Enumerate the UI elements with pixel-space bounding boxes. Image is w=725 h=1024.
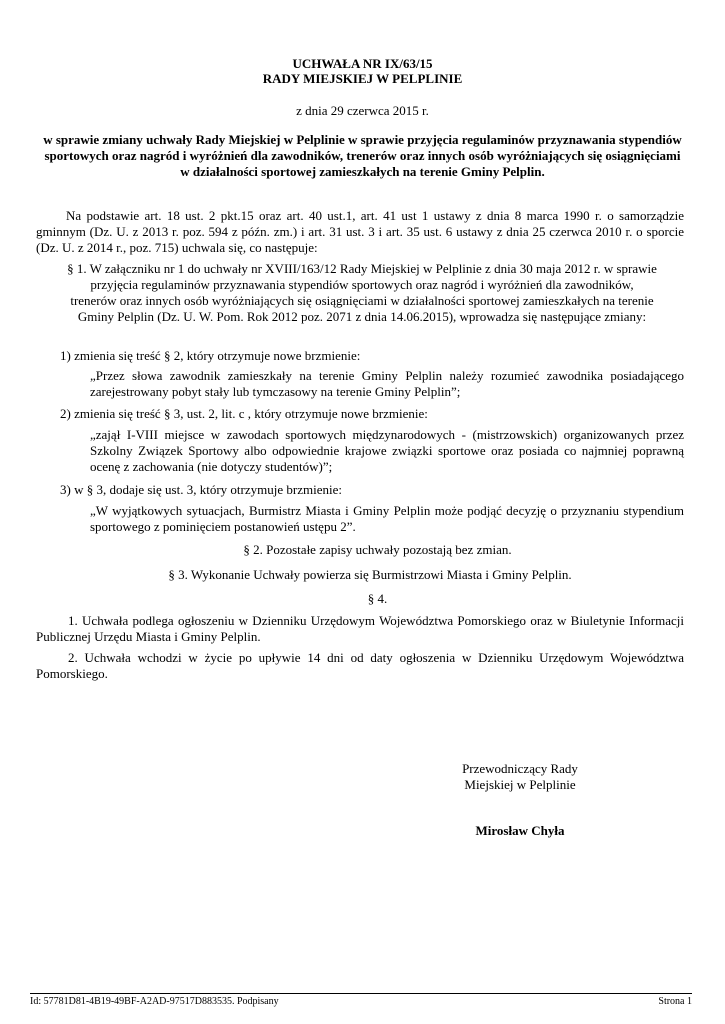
legal-basis-paragraph: Na podstawie art. 18 ust. 2 pkt.15 oraz art. 40 ust.1, art. 41 ust 1 ustawy z dnia 8 marca 1990 r. o samorządzie gminnym (Dz. U. z 2013 r. poz. 594 z późn. zm.) i art. 31 ust. 3 i art. 35 ust. 6 ustawy z dnia 25 czerwca 2010 r. o sporcie (Dz. U. z 2014 r., poz. 715) uchwala się, co następuje: [36,208,684,255]
change-2-lead: 2) zmienia się treść § 3, ust. 2, lit. c , który otrzymuje nowe brzmienie: [60,406,428,421]
document-id: Id: 57781D81-4B19-49BF-A2AD-97517D883535. Podpisany [30,996,279,1007]
change-2-quote: „zajął I-VIII miejsce w zawodach sportowych międzynarodowych - (mistrzowskich) organizowanych przez Szkolny Związek Sportowy albo odpowiednie krajowe związki sportowe oraz posiada co najmniej poprawną ocenę z zachowania (nie dotyczy studentów)”; [90,427,684,474]
paragraph-3: § 3. Wykonanie Uchwały powierza się Burmistrzowi Miasta i Gminy Pelplin. [168,567,572,582]
point-1: 1. Uchwała podlega ogłoszeniu w Dzienniku Urzędowym Województwa Pomorskiego oraz w Biuletynie Informacji Publicznej Urzędu Miasta i Gminy Pelplin. [36,613,684,644]
document-subject: w sprawie zmiany uchwały Rady Miejskiej w Pelplinie w sprawie przyjęcia regulaminów przyznawania stypendiów sportowych oraz nagród i wyróżnień dla zawodników, trenerów oraz innych osób wyróżniających się osiągnięciami w działalności sportowej zamieszkałych na terenie Gminy Pelplin. [43,132,682,179]
title-line-2: RADY MIEJSKIEJ W PELPLINIE [262,71,463,86]
document-title [0,56,725,86]
point-2: 2. Uchwała wchodzi w życie po upływie 14 dni od daty ogłoszenia w Dzienniku Urzędowym Województwa Pomorskiego. [36,650,684,681]
signature-name: Mirosław Chyła [475,823,565,838]
paragraph-1: § 1. W załączniku nr 1 do uchwały nr XVIII/163/12 Rady Miejskiej w Pelplinie z dnia 30 maja 2012 r. w sprawie przyjęcia regulaminów przyznawania stypendiów sportowych oraz nagród i wyróżnień dla zawodników, trenerów oraz innych osób wyróżniających się osiągnięciami w działalności sportowej zamieszkałych na terenie Gminy Pelplin (Dz. U. W. Pom. Rok 2012 poz. 2071 z dnia 14.06.2015), wprowadza się następujące zmiany: [67,261,657,324]
change-1-lead: 1) zmienia się treść § 2, który otrzymuje nowe brzmienie: [60,348,361,363]
page-number: Strona 1 [658,996,692,1007]
change-1-quote: „Przez słowa zawodnik zamieszkały na terenie Gminy Pelplin należy rozumieć zawodnika posiadającego zarejestrowany pobyt stały lub tymczasowy na terenie Gminy Pelplin”; [90,368,684,399]
title-line-1: UCHWAŁA NR IX/63/15 [292,56,433,71]
change-3-lead: 3) w § 3, dodaje się ust. 3, który otrzymuje brzmienie: [60,482,342,497]
paragraph-4: § 4. [367,591,388,606]
change-3-quote: „W wyjątkowych sytuacjach, Burmistrz Miasta i Gminy Pelplin może podjąć decyzję o przyznaniu stypendium sportowego z pominięciem postanowień ustępu 2”. [90,503,684,534]
paragraph-2: § 2. Pozostałe zapisy uchwały pozostają bez zmian. [243,542,512,557]
signature-title-line-2: Miejskiej w Pelplinie [464,777,576,792]
signature-title-line-1: Przewodniczący Rady [462,761,578,776]
document-date: z dnia 29 czerwca 2015 r. [296,103,429,118]
footer-divider [30,993,692,994]
signature-title [430,761,610,793]
